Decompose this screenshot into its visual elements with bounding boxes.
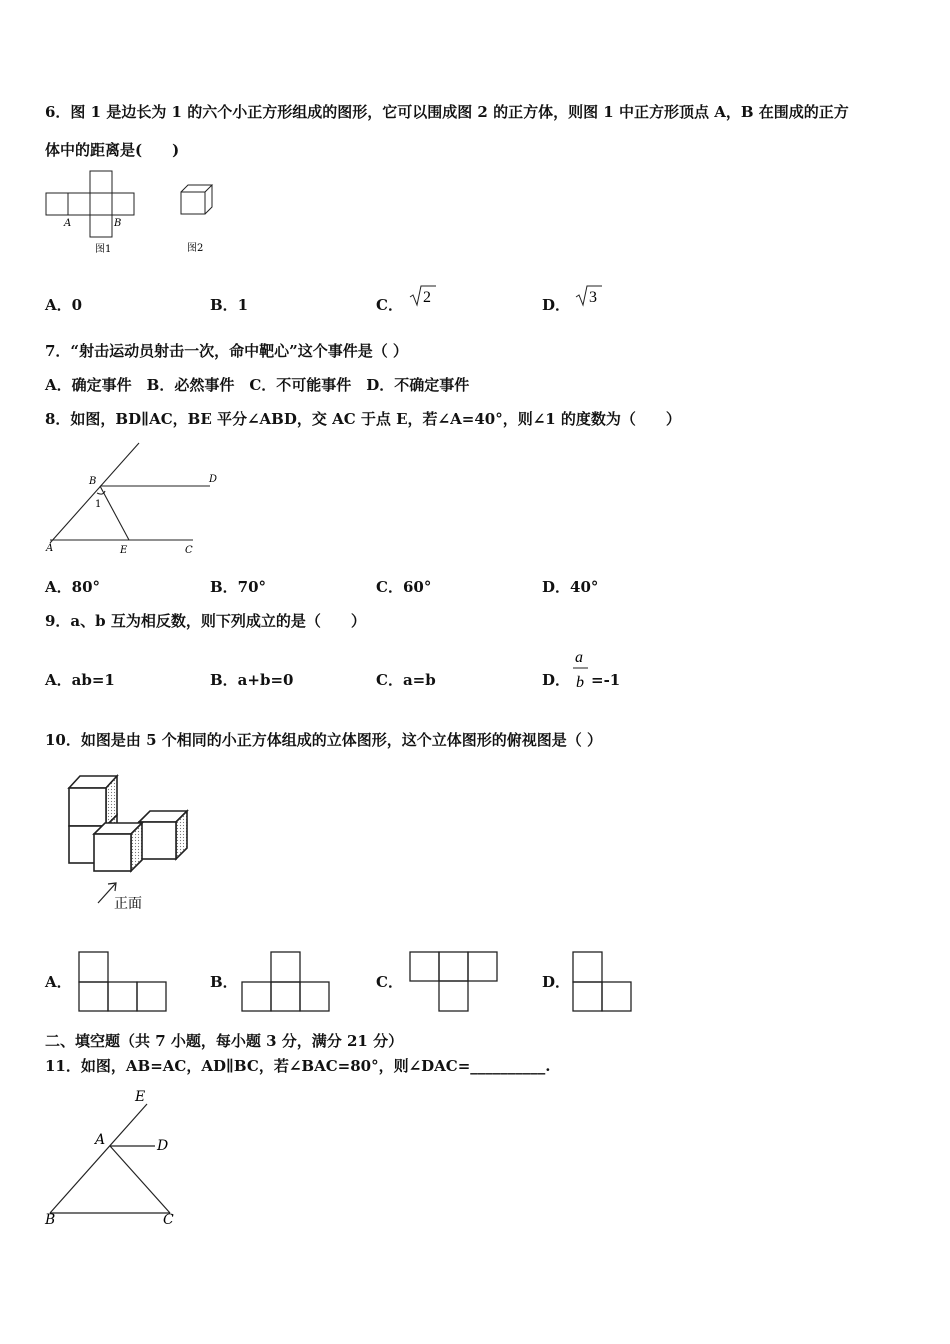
q7-options: A．确定事件 B．必然事件 C．不可能事件 D．不确定事件 [45,376,470,394]
q6-text-line1: 6．图 1 是边长为 1 的六个小正方形组成的图形，它可以围成图 2 的正方体，则图 1 中正方形顶点 A，B 在围成的正方 [45,103,849,121]
q8-label-a: A [46,543,54,554]
q10-option-d-figure [572,951,634,1013]
q6-text-line2: 体中的距离是( ) [45,141,180,159]
q9-option-c: C．a=b [376,671,436,689]
q6-option-d-radicand: 3 [589,289,597,306]
q8-text: 8．如图，BD∥AC，BE 平分∠ABD，交 AC 于点 E，若∠A=40°，则∠1 的度数为（ ） [45,410,681,428]
q6-fig1-label: 图1 [95,244,112,255]
q8-figure [45,440,230,560]
q6-point-a: A [64,218,72,229]
q8-option-c: C．60° [376,578,432,596]
q9-option-d-suffix: =-1 [591,671,621,689]
q8-option-d: D．40° [542,578,599,596]
q10-option-a-label: A． [45,973,72,991]
q8-option-a: A．80° [45,578,101,596]
q10-option-d-label: D． [542,973,571,991]
q9-option-a: A．ab=1 [45,671,115,689]
q7-text: 7．“射击运动员射击一次，命中靶心”这个事件是（ ） [45,342,408,360]
q9-option-d-numerator: a [575,649,583,666]
q11-label-c: C [163,1212,174,1228]
q10-front-label: 正面 [114,896,142,912]
q11-label-d: D [157,1138,169,1154]
q6-point-b: B [114,218,122,229]
q9-option-b: B．a+b=0 [210,671,294,689]
q11-label-e: E [135,1089,146,1105]
q9-option-d-denominator: b [576,674,584,691]
q10-option-a-figure [78,951,168,1013]
q10-figure-cubes [62,770,197,915]
q6-option-c [376,295,403,315]
q8-option-b: B．70° [210,578,267,596]
q8-angle-1: 1 [95,499,102,510]
q8-label-b: B [89,476,97,487]
q8-label-c: C [185,545,193,556]
q6-figure-cube [178,183,218,263]
q6-option-d-prefix: D． [542,296,571,314]
q10-text: 10．如图是由 5 个相同的小正方体组成的立体图形，这个立体图形的俯视图是（ ） [45,731,602,749]
q9-option-d-fraction [572,647,592,693]
q6-option-a: A．0 [45,296,83,314]
q6-fig2-label: 图2 [187,243,204,254]
q11-label-b: B [45,1212,56,1228]
q8-label-e: E [120,545,128,556]
q6-option-d-sqrt [575,284,603,308]
q6-option-b: B．1 [210,296,249,314]
q10-option-b-label: B． [210,973,238,991]
q9-option-d-prefix: D． [542,671,571,689]
section2-heading: 二、填空题（共 7 小题，每小题 3 分，满分 21 分） [45,1032,404,1050]
q6-option-c-radicand: 2 [423,289,431,306]
q11-figure [45,1087,180,1227]
q10-option-c-figure [409,951,499,1013]
q6-option-c-prefix: C． [376,296,403,314]
q8-label-d: D [209,474,218,485]
q10-option-b-figure [241,951,331,1013]
q11-text: 11．如图，AB=AC，AD∥BC，若∠BAC=80°，则∠DAC=__________. [45,1057,551,1075]
q6-figure-net [45,170,140,260]
q6-option-c-sqrt [409,284,437,308]
q6-option-d [542,295,570,315]
q11-label-a: A [95,1132,106,1148]
q10-option-c-label: C． [376,973,403,991]
q9-text: 9．a、b 互为相反数，则下列成立的是（ ） [45,612,366,630]
